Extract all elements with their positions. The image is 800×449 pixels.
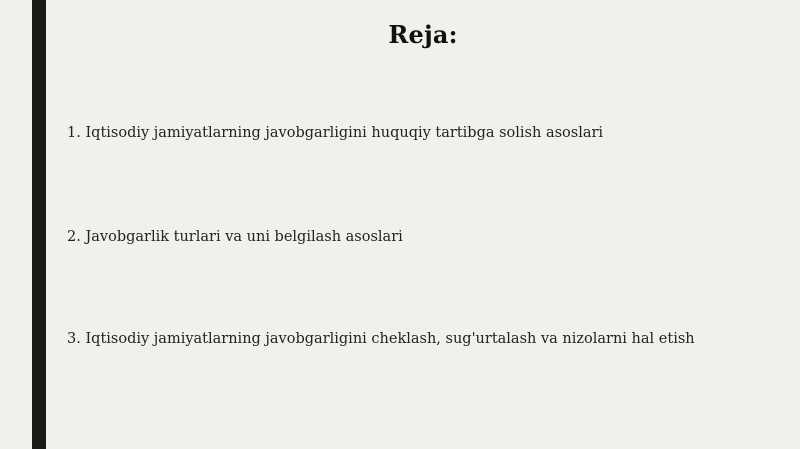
- plan-item-2: 2. Javobgarlik turlari va uni belgilash asoslari: [67, 229, 403, 245]
- slide-title: Reja:: [388, 20, 458, 49]
- plan-item-3: 3. Iqtisodiy jamiyatlarning javobgarligini cheklash, sug'urtalash va nizolarni hal etish: [67, 331, 695, 347]
- plan-item-1: 1. Iqtisodiy jamiyatlarning javobgarligini huquqiy tartibga solish asoslari: [67, 125, 604, 141]
- accent-bar: [32, 0, 46, 449]
